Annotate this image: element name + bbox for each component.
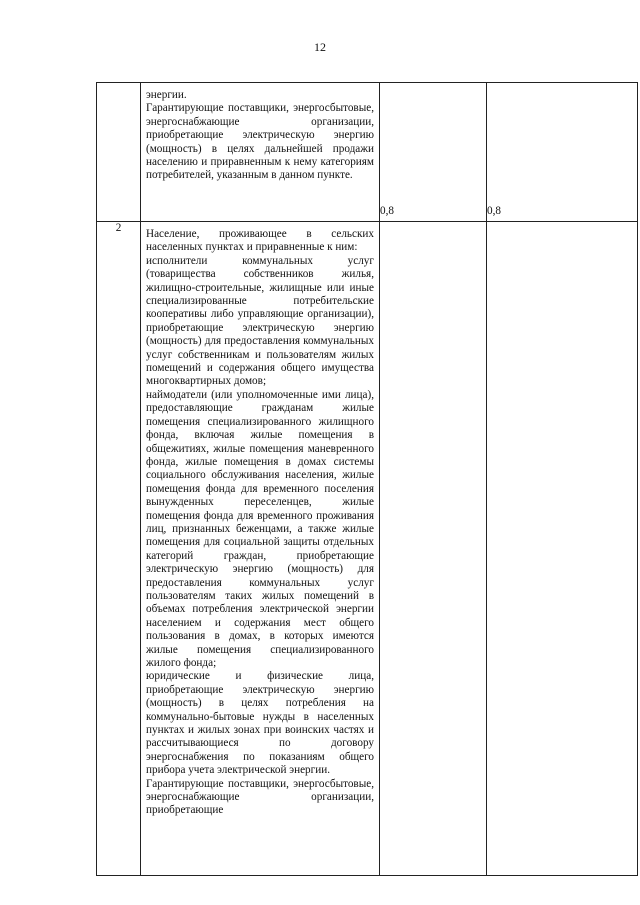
table-row <box>97 222 638 876</box>
description-cell <box>141 222 380 876</box>
description-paragraph: исполнители коммунальных услуг (товарищества собственников жилья, жилищно-строительные, жилищные или иные специализированные потребительские кооперативы либо управляющие организации), приобретающие электрическую энергию (мощность) для предоставления коммунальных услуг собственникам и пользователям жилых помещений и содержания общего имущества многоквартирных домов; <box>146 254 374 388</box>
description-paragraph: наймодатели (или уполномоченные ими лица), предоставляющие гражданам жилые помещения специализированного жилищного фонда, включая жилые помещения в общежитиях, жилые помещения маневренного фонда, жилые помещения в домах системы социального обслуживания населения, жилые помещения фонда для временного поселения вынужденных переселенцев, жилые помещения фонда для временного проживания лиц, признанных беженцами, а также жилые помещения для социальной защиты отдельных категорий граждан, приобретающие электрическую энергию (мощность) для предоставления коммунальных услуг пользователям таких жилых помещений в объемах потребления электрической энергии населением и содержания мест общего пользования в домах, в которых имеются жилые помещения специализированного жилого фонда; <box>146 388 374 669</box>
tariff-table <box>96 82 638 876</box>
description-paragraph: энергии. <box>146 89 187 101</box>
description-cell <box>141 83 380 222</box>
coefficient-cell <box>380 222 487 876</box>
description-paragraph: юридические и физические лица, приобретающие электрическую энергию (мощность) в целях потребления на коммунально-бытовые нужды в населенных пунктах и жилых зонах при воинских частях и рассчитывающиеся по договору энергоснабжения по показаниям общего прибора учета электрической энергии. <box>146 670 374 777</box>
row-number-cell <box>97 83 141 222</box>
description-paragraph: Гарантирующие поставщики, энергосбытовые, энергоснабжающие организации, приобретающие электрическую энергию (мощность) в целях дальнейшей продажи населению и приравненным к нему категориям потребителей, указанным в данном пункте. <box>146 102 374 182</box>
description-paragraph: Население, проживающее в сельских населенных пунктах и приравненные к ним: <box>146 228 374 254</box>
page-number: 12 <box>314 40 326 54</box>
coefficient-cell <box>487 222 638 876</box>
table-row <box>97 83 638 222</box>
row-number-cell: 2 <box>97 222 141 876</box>
coefficient-cell: 0,8 <box>380 83 487 222</box>
description-paragraph: Гарантирующие поставщики, энергосбытовые, энергоснабжающие организации, приобретающие <box>146 777 374 817</box>
coefficient-cell: 0,8 <box>487 83 638 222</box>
